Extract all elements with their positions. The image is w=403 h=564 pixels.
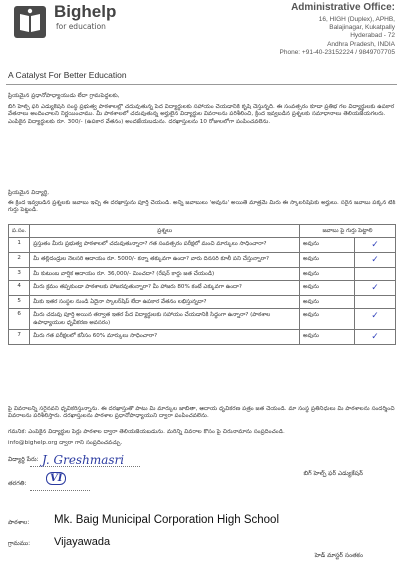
org-signature: బిగ్ హెల్ప్ ఫర్ ఎడ్యుకేషన్ [303, 470, 363, 477]
table-row [9, 296, 396, 309]
row-num: 6 [9, 309, 30, 330]
student-name-label: విద్యార్థి పేరు: [8, 456, 39, 463]
checkmark-icon[interactable] [355, 268, 396, 281]
office-line: Andhra Pradesh, INDIA [327, 40, 395, 48]
table-row [9, 268, 396, 281]
school-label: పాఠశాల: [8, 519, 30, 526]
table-row [9, 281, 396, 296]
class-field[interactable]: VI [46, 472, 66, 485]
office-title: Administrative Office: [291, 2, 395, 13]
class-line [30, 490, 90, 491]
row-answer: అవును [300, 281, 355, 296]
checkmark-icon[interactable] [355, 296, 396, 309]
checkmark-icon[interactable]: ✓ [355, 253, 396, 268]
intro-paragraph: బిగ్ హెల్ప్ ఫర్ ఎడ్యుకేషన్ సంస్థ ప్రభుత్వ పాఠశాలల్లో చదువుతున్న పేద విద్యార్థులకు సహాయం చేయడానికి కృషి చేస్తున్నది. ఈ సంవత్సరం కూడా ప్రతిభ గల విద్యార్థులకు ఉపకార వేతనాలు అందించాలని నిర్ణయించాము. మీ పాఠశాలలో చదువుతున్న అర్హులైన విద్యార్థుల వివరాలను పరిశీలించి, క్రింద ఇవ్వబడిన ప్రశ్నలకు సమాధానాలు తెలియజేయగలరు. ఎంపికైన విద్యార్థులకు రూ. 300/- (ఉపకార వేతనం) అందజేయబడును. దరఖాస్తులను 10 రోజులలోగా పంపించవలెను. [8, 104, 395, 125]
row-answer: అవును [300, 238, 355, 253]
checkmark-icon[interactable]: ✓ [355, 309, 396, 330]
table-header-row [9, 225, 396, 238]
row-num: 7 [9, 330, 30, 345]
office-phone: Phone: +91-40-23152224 / 9849707705 [279, 48, 395, 56]
school-name-field[interactable]: Mk. Baig Municipal Corporation High School [54, 514, 279, 526]
org-tag: for education [56, 22, 106, 31]
footer-note: పై వివరాలన్నీ సరైనవని ధృవీకరిస్తున్నాను. ఈ దరఖాస్తుతో పాటు మీ మార్కుల జాబితా, ఆదాయ ధృవీకరణ పత్రం జత చేయండి. మా సంస్థ ప్రతినిధులు మీ పాఠశాలను సందర్శించి వివరాలను పరిశీలిస్తారు. దరఖాస్తులను పాఠశాల ప్రధానోపాధ్యాయుని ద్వారా పంపించవలెను. [8, 406, 395, 420]
row-question: మీరు చదువు పూర్తి అయిన తర్వాత ఇతర పేద విద్యార్థులకు సహాయం చేయడానికి సిద్ధంగా ఉన్నారా? (పాఠశాల ఉపాధ్యాయుల ధృవీకరణ అవసరం) [30, 309, 300, 330]
row-answer: అవును [300, 268, 355, 281]
principal-signature: హెడ్ మాస్టర్ సంతకం [314, 552, 363, 559]
book-logo-icon [12, 4, 48, 40]
header-divider [6, 84, 397, 85]
row-num: 1 [9, 238, 30, 253]
row-answer: అవును [300, 330, 355, 345]
office-line: Balajinagar, Kukatpally [329, 24, 395, 32]
col-header-question: ప్రశ్నలు [30, 225, 300, 238]
row-answer: అవును [300, 309, 355, 330]
letterhead [0, 0, 403, 88]
row-question: మీ కుటుంబ వార్షిక ఆదాయం రూ. 36,000/- మించదా? (రేషన్ కార్డు జత చేయండి) [30, 268, 300, 281]
tagline: A Catalyst For Better Education [8, 70, 127, 80]
row-answer: అవును [300, 296, 355, 309]
footer-note-2: గమనిక: ఎంపికైన విద్యార్థుల పేర్లు పాఠశాల ద్వారా తెలియజేయబడును. మరిన్ని వివరాల కోసం పై చిరునామాను సంప్రదించండి. [8, 429, 285, 435]
office-line: Hyderabad - 72 [350, 32, 395, 40]
student-salutation: ప్రియమైన విద్యార్థి, [8, 190, 50, 196]
village-label: గ్రామము: [8, 540, 31, 547]
questions-table [8, 224, 396, 345]
checkmark-icon[interactable]: ✓ [355, 281, 396, 296]
email-line: info@bighelp.org ద్వారా గాని సంప్రదించవచ్చు. [8, 440, 123, 446]
col-header-num: ప.సం. [9, 225, 30, 238]
row-question: మీరు గత పరీక్షలలో కనీసం 60% మార్కులు సాధించారా? [30, 330, 300, 345]
office-line: 16, HIGH (Duplex), APHB, [318, 16, 395, 23]
village-field[interactable]: Vijayawada [54, 536, 111, 548]
table-row [9, 238, 396, 253]
salutation: ప్రియమైన ప్రధానోపాధ్యాయుడు లేదా గ్రామపెద్దలకు, [8, 93, 120, 99]
row-num: 5 [9, 296, 30, 309]
table-row [9, 253, 396, 268]
checkmark-icon[interactable]: ✓ [355, 330, 396, 345]
row-num: 3 [9, 268, 30, 281]
row-question: మీ తల్లిదండ్రుల నెలసరి ఆదాయం రూ. 5000/- కన్నా తక్కువగా ఉందా? వారు దినసరి కూలీ పని చేస్తున్నారా? [30, 253, 300, 268]
office-address [280, 2, 395, 57]
row-question: ప్రస్తుతం మీరు ప్రభుత్వ పాఠశాలలో చదువుతున్నారా? గత సంవత్సరం పరీక్షలో మంచి మార్కులు సాధించారా? [30, 238, 300, 253]
org-name: Bighelp [54, 2, 117, 21]
student-name-field[interactable]: J. Greshmasri [42, 453, 125, 467]
row-question: మీరు క్రమం తప్పకుండా పాఠశాలకు హాజరవుతున్నారా? మీ హాజరు 80% కంటే ఎక్కువగా ఉందా? [30, 281, 300, 296]
row-question: మీకు ఇతర సంస్థల నుండి ఏదైనా స్కాలర్‌షిప్ లేదా ఉపకార వేతనం లభిస్తున్నదా? [30, 296, 300, 309]
checkmark-icon[interactable]: ✓ [355, 238, 396, 253]
row-answer: అవును [300, 253, 355, 268]
instructions: ఈ క్రింద ఇవ్వబడిన ప్రశ్నలకు జవాబు ఇచ్చి ఈ దరఖాస్తును పూర్తి చేయండి. అన్ని జవాబులు 'అవును' అయితే మాత్రమే మీరు ఈ స్కాలర్‌షిప్‌కు అర్హులు. సరైన జవాబు పక్కన టిక్ గుర్తు పెట్టండి. [8, 200, 396, 214]
table-row [9, 330, 396, 345]
row-num: 2 [9, 253, 30, 268]
table-row [9, 309, 396, 330]
class-label: తరగతి: [8, 480, 27, 487]
row-num: 4 [9, 281, 30, 296]
col-header-answer: జవాబు పై గుర్తు పెట్టాలి [300, 225, 396, 238]
